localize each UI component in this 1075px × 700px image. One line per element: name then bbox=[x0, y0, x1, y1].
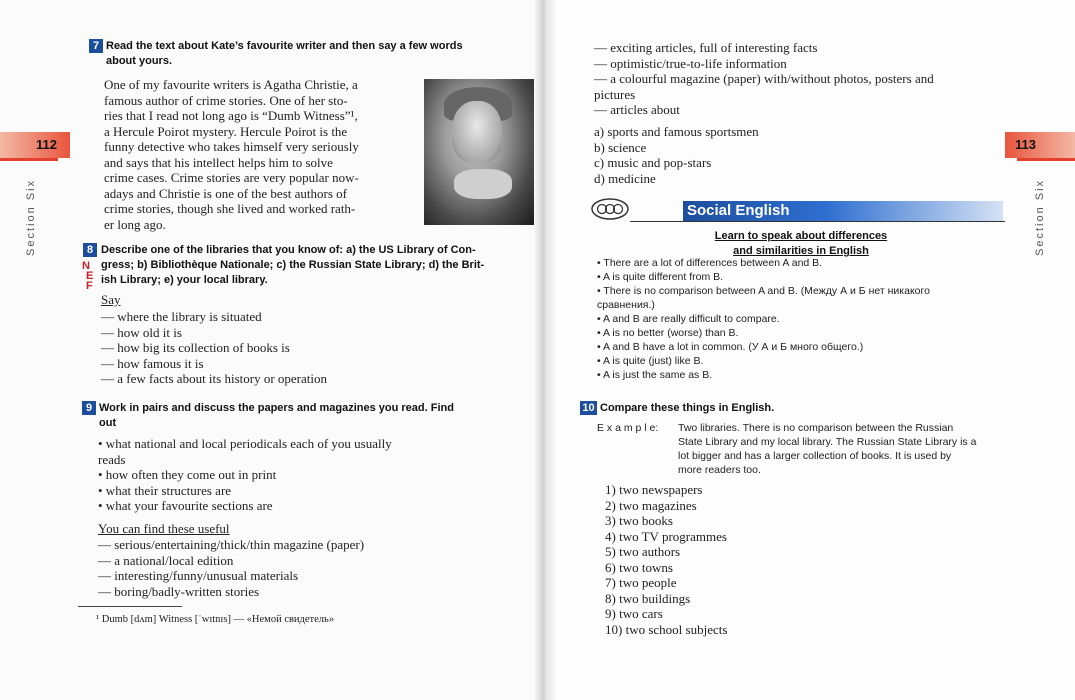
task-10-list bbox=[605, 482, 727, 637]
task-8-list bbox=[101, 309, 327, 387]
text-line: crime cases. Crime stories are very popular now- bbox=[104, 170, 359, 185]
social-english-phrases bbox=[597, 256, 930, 382]
agatha-christie-photo bbox=[424, 79, 534, 225]
text-line: adays and Christie is one of the best authors of bbox=[104, 185, 347, 201]
task-8-badge: 8 bbox=[83, 243, 97, 257]
nef-letter: E bbox=[86, 270, 94, 282]
phrase-item: • There is no comparison between A and B. (Между А и Б нет никакого bbox=[597, 285, 930, 297]
example-line: State Library and my local library. The Russian State Library is a bbox=[678, 436, 977, 448]
list-item: — articles about bbox=[594, 102, 680, 117]
task-9-useful-label: You can find these useful bbox=[98, 521, 230, 536]
useful-item: — interesting/funny/unusual materials bbox=[98, 568, 299, 583]
social-english-subtitle bbox=[706, 229, 896, 259]
nef-letter: F bbox=[86, 280, 93, 292]
list-item: — how old it is bbox=[101, 324, 182, 340]
compare-item: 6) two towns bbox=[605, 559, 673, 575]
example-label: E x a m p l e: bbox=[597, 422, 659, 434]
list-item: — how famous it is bbox=[101, 355, 204, 371]
phrase-item: • A is no better (worse) than B. bbox=[597, 327, 739, 339]
text-line: and says that his intellect helps him to solve bbox=[104, 154, 333, 170]
compare-item: 8) two buildings bbox=[605, 590, 691, 606]
task-9-bullets bbox=[98, 436, 392, 514]
social-english-title: Social English bbox=[687, 202, 790, 219]
compare-item: 4) two TV programmes bbox=[605, 528, 727, 544]
text-line: er long ago. bbox=[104, 216, 166, 232]
compare-item: 1) two newspapers bbox=[605, 482, 703, 497]
section-label-right: Section Six bbox=[1034, 178, 1046, 256]
task-8-title bbox=[101, 243, 484, 288]
task-8-title-line: gress; b) Bibliothèque Nationale; c) the Russian State Library; d) the Brit- bbox=[101, 259, 485, 271]
nef-marker bbox=[82, 261, 93, 291]
footnote: ¹ Dumb [dʌm] Witness [ˈwɪtnɪs] — «Немой свидетель» bbox=[96, 614, 335, 625]
page-number-right: 113 bbox=[1015, 137, 1036, 152]
task-7-title bbox=[106, 39, 463, 69]
list-item: — how big its collection of books is bbox=[101, 340, 290, 355]
text-line: famous author of crime stories. One of her sto- bbox=[104, 92, 348, 108]
subtitle-line: Learn to speak about differences bbox=[714, 230, 888, 242]
photo-hands bbox=[454, 169, 512, 199]
task-8-title-line: Describe one of the libraries that you know of: a) the US Library of Con- bbox=[101, 244, 476, 256]
topic-item: d) medicine bbox=[594, 170, 656, 186]
task-7-text bbox=[104, 77, 359, 232]
useful-item: — a national/local edition bbox=[98, 552, 234, 568]
phrase-item: сравнения.) bbox=[597, 299, 655, 311]
task-9-title-line: Work in pairs and discuss the papers and magazines you read. Find bbox=[99, 402, 454, 414]
task-9-title bbox=[99, 401, 454, 431]
bullet-item: reads bbox=[98, 451, 126, 467]
topic-item: b) science bbox=[594, 139, 647, 155]
footnote-rule bbox=[78, 606, 182, 607]
task-8-title-line: ish Library; e) your local library. bbox=[101, 274, 268, 286]
task-9-useful-list bbox=[98, 537, 364, 599]
compare-item: 9) two cars bbox=[605, 606, 663, 621]
task-10-title: Compare these things in English. bbox=[600, 402, 775, 414]
photo-face bbox=[452, 101, 502, 163]
list-item: — a few facts about its history or operation bbox=[101, 371, 327, 386]
compare-item: 10) two school subjects bbox=[605, 621, 728, 637]
social-english-icon bbox=[590, 196, 630, 222]
right-top-list bbox=[594, 40, 934, 118]
list-item: — a colourful magazine (paper) with/without photos, posters and bbox=[594, 71, 934, 86]
phrase-item: • There are a lot of differences between A and B. bbox=[597, 257, 823, 269]
phrase-item: • A and B have a lot in common. (У А и Б много общего.) bbox=[597, 341, 864, 353]
compare-item: 3) two books bbox=[605, 513, 673, 528]
compare-item: 7) two people bbox=[605, 575, 677, 590]
list-item: — exciting articles, full of interesting facts bbox=[594, 40, 818, 55]
subtitle-line: and similarities in English bbox=[733, 245, 869, 257]
bullet-item: • what national and local periodicals each of you usually bbox=[98, 436, 392, 451]
useful-item: — boring/badly-written stories bbox=[98, 583, 260, 599]
page-tab-stripe-left bbox=[0, 158, 58, 161]
text-line: funny detective who takes himself very seriously bbox=[104, 139, 359, 154]
phrase-item: • A is quite different from B. bbox=[597, 271, 724, 283]
bullet-item: • what their structures are bbox=[98, 482, 232, 498]
compare-item: 5) two authors bbox=[605, 544, 681, 559]
task-8-say-label: Say bbox=[101, 292, 121, 307]
example-line: more readers too. bbox=[678, 464, 761, 476]
example-line: Two libraries. There is no comparison between the Russian bbox=[678, 422, 954, 434]
section-label-left: Section Six bbox=[25, 178, 37, 256]
nef-letter: N bbox=[82, 260, 90, 272]
task-9-title-line: out bbox=[99, 417, 117, 429]
task-7-title-line: Read the text about Kate’s favourite writer and then say a few words bbox=[106, 40, 463, 52]
list-item: — where the library is situated bbox=[101, 309, 262, 324]
task-10-badge: 10 bbox=[580, 401, 597, 415]
example-line: lot bigger and has a larger collection of books. It is used by bbox=[678, 450, 952, 462]
topic-item: c) music and pop-stars bbox=[594, 155, 712, 170]
task-7-title-line: about yours. bbox=[106, 55, 173, 67]
compare-item: 2) two magazines bbox=[605, 497, 697, 513]
topics-list bbox=[594, 124, 759, 186]
useful-item: — serious/entertaining/thick/thin magazine (paper) bbox=[98, 537, 365, 552]
list-item: — optimistic/true-to-life information bbox=[594, 55, 787, 71]
text-line: One of my favourite writers is Agatha Christie, a bbox=[104, 77, 358, 92]
phrase-item: • A and B are really difficult to compare. bbox=[597, 313, 780, 325]
social-english-banner bbox=[683, 201, 1003, 221]
phrase-item: • A is quite (just) like B. bbox=[597, 355, 704, 367]
text-line: crime stories, though she lived and worked rath- bbox=[104, 201, 356, 216]
task-7-badge: 7 bbox=[89, 39, 103, 53]
text-line: ries that I read not long ago is “Dumb Witness”¹, bbox=[104, 108, 358, 123]
text-line: a Hercule Poirot mystery. Hercule Poirot is the bbox=[104, 123, 348, 139]
social-english-underline bbox=[630, 221, 1005, 222]
page-tab-left bbox=[0, 132, 70, 158]
page-number-left: 112 bbox=[36, 137, 57, 152]
page-tab-stripe-right bbox=[1017, 158, 1075, 161]
list-item: pictures bbox=[594, 86, 636, 102]
task-9-badge: 9 bbox=[82, 401, 96, 415]
phrase-item: • A is just the same as B. bbox=[597, 369, 713, 381]
bullet-item: • what your favourite sections are bbox=[98, 498, 273, 513]
example-text bbox=[678, 421, 976, 477]
topic-item: a) sports and famous sportsmen bbox=[594, 124, 759, 139]
book-gutter bbox=[535, 0, 555, 700]
bullet-item: • how often they come out in print bbox=[98, 467, 277, 482]
